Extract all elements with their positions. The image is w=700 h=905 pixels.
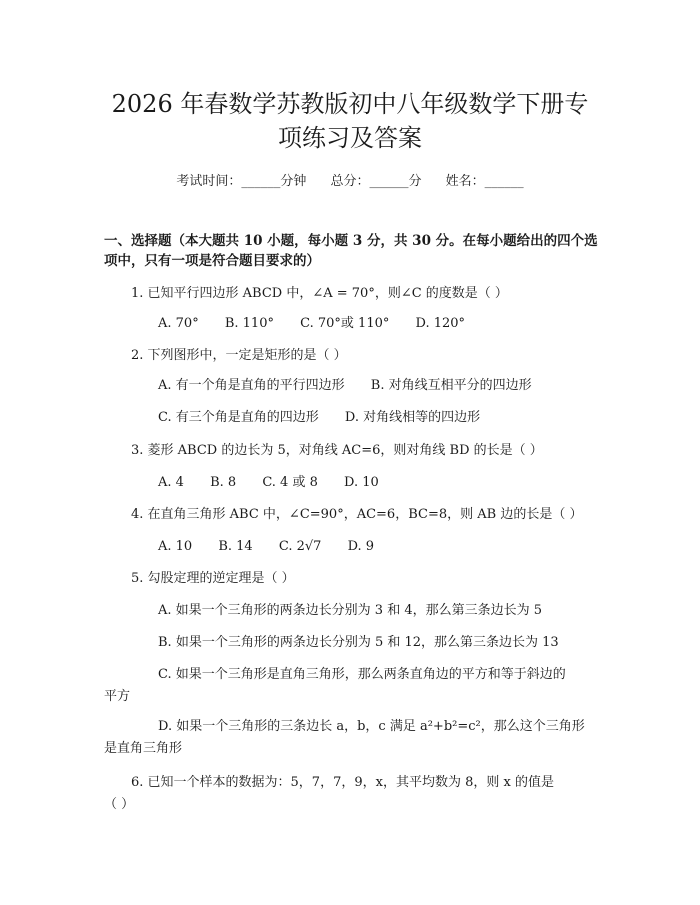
title-line-2: 项练习及答案 [278,124,422,152]
q4-option-b: B. 14 [218,539,253,554]
question-3-options [158,474,379,492]
q5-option-b: B. 如果一个三角形的两条边长分别为 5 和 12，那么第三条边长为 13 [158,635,559,650]
question-3-stem: 3. 菱形 ABCD 的边长为 5，对角线 AC=6，则对角线 BD 的长是（ ） [131,443,543,458]
exam-meta [0,170,700,189]
question-5-stem: 5. 勾股定理的逆定理是（ ） [131,571,295,586]
title-line-1: 2026 年春数学苏教版初中八年级数学下册专 [111,90,589,118]
q4-option-c: C. 2√7 [278,539,322,554]
q3-option-d: D. 10 [344,475,379,490]
section-heading-line-1: 一、选择题（本大题共 10 小题，每小题 3 分，共 30 分。在每小题给出的四个选 [104,233,598,249]
question-6-stem-line-1: 6. 已知一个样本的数据为：5，7，7，9，x，其平均数为 8，则 x 的值是 [131,775,554,790]
q3-option-c: C. 4 或 8 [262,475,318,490]
q1-option-a: A. 70° [158,316,199,331]
q1-option-d: D. 120° [415,316,466,331]
q2-option-c: C. 有三个角是直角的四边形 [158,410,319,425]
q4-option-d: D. 9 [347,539,375,554]
question-4-options [158,538,374,556]
q1-option-c: C. 70°或 110° [300,316,390,331]
question-2-options-row-1 [158,377,532,395]
student-name-field: 姓名：______ [445,174,524,189]
q5-option-d-line-2: 是直角三角形 [104,741,183,756]
q3-option-b: B. 8 [210,475,237,490]
question-2-stem: 2. 下列图形中，一定是矩形的是（ ） [131,348,347,363]
q1-option-b: B. 110° [224,316,274,331]
q4-option-a: A. 10 [158,539,193,554]
q2-option-d: D. 对角线相等的四边形 [344,410,481,425]
q5-option-a: A. 如果一个三角形的两条边长分别为 3 和 4，那么第三条边长为 5 [158,603,542,618]
q5-option-d-line-1: D. 如果一个三角形的三条边长 a，b，c 满足 a²+b²=c²，那么这个三角形 [158,719,585,734]
question-4-stem: 4. 在直角三角形 ABC 中，∠C=90°，AC=6，BC=8，则 AB 边的长是（ ） [131,507,583,522]
q5-option-c-line-1: C. 如果一个三角形是直角三角形，那么两条直角边的平方和等于斜边的 [158,667,566,682]
q3-option-a: A. 4 [158,475,184,490]
exam-time-field: 考试时间：______分钟 [176,174,307,189]
q5-option-c-line-2: 平方 [104,689,131,704]
section-heading-line-2: 项中，只有一项是符合题目要求的） [104,253,320,269]
q2-option-a: A. 有一个角是直角的平行四边形 [158,378,345,393]
question-1-stem: 1. 已知平行四边形 ABCD 中，∠A = 70°，则∠C 的度数是（ ） [131,286,508,301]
total-score-field: 总分：______分 [330,174,422,189]
question-2-options-row-2 [158,409,480,427]
question-1-options [158,315,465,333]
question-6-stem-line-2: （ ） [104,797,135,812]
q2-option-b: B. 对角线互相平分的四边形 [370,378,532,393]
